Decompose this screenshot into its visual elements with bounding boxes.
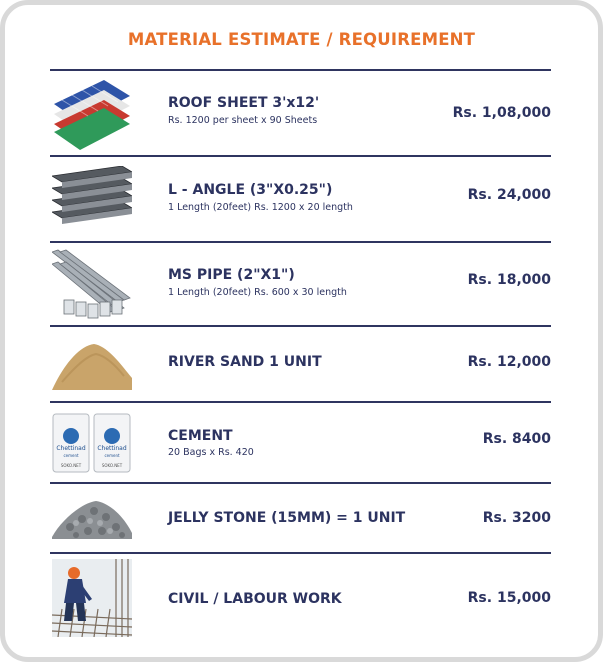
bag-site: SOKO.NET [60, 463, 82, 468]
item-name: CIVIL / LABOUR WORK [168, 591, 342, 607]
item-name: RIVER SAND 1 UNIT [168, 354, 322, 370]
item-price: Rs. 3200 [482, 510, 551, 526]
page-title: MATERIAL ESTIMATE / REQUIREMENT [127, 30, 476, 49]
item-detail: Rs. 1200 per sheet x 90 Sheets [168, 115, 318, 126]
bag-brand: Chettinad [97, 445, 127, 452]
cement-bag-icon [52, 410, 132, 474]
item-price: Rs. 15,000 [467, 590, 551, 606]
list-item [50, 70, 551, 155]
ms-pipe-icon [52, 248, 132, 320]
item-price: Rs. 12,000 [467, 354, 551, 370]
l-angle-icon [52, 166, 132, 228]
labour-worker-icon [52, 559, 132, 637]
item-name: L - ANGLE (3"X0.25") [168, 182, 333, 198]
bag-site: SOKO.NET [101, 463, 123, 468]
item-price: Rs. 8400 [482, 431, 551, 447]
roof-sheet-icon [52, 74, 132, 150]
list-item [50, 402, 551, 482]
list-item [50, 156, 551, 241]
item-name: MS PIPE (2"X1") [168, 267, 295, 283]
item-name: CEMENT [168, 428, 233, 444]
item-detail: 1 Length (20feet) Rs. 1200 x 20 length [168, 202, 353, 213]
item-price: Rs. 1,08,000 [452, 105, 551, 121]
list-item [50, 483, 551, 552]
item-name: JELLY STONE (15MM) = 1 UNIT [168, 510, 406, 526]
bag-sub: cement [104, 453, 120, 458]
item-price: Rs. 24,000 [467, 187, 551, 203]
list-item [50, 553, 551, 643]
list-item [50, 326, 551, 401]
item-price: Rs. 18,000 [467, 272, 551, 288]
item-detail: 20 Bags x Rs. 420 [168, 447, 254, 458]
sand-pile-icon [52, 338, 132, 390]
item-name: ROOF SHEET 3'x12' [168, 95, 320, 111]
list-item [50, 242, 551, 325]
jelly-stone-icon [52, 491, 132, 543]
bag-brand: Chettinad [56, 445, 86, 452]
bag-sub: cement [63, 453, 79, 458]
item-detail: 1 Length (20feet) Rs. 600 x 30 length [168, 287, 347, 298]
